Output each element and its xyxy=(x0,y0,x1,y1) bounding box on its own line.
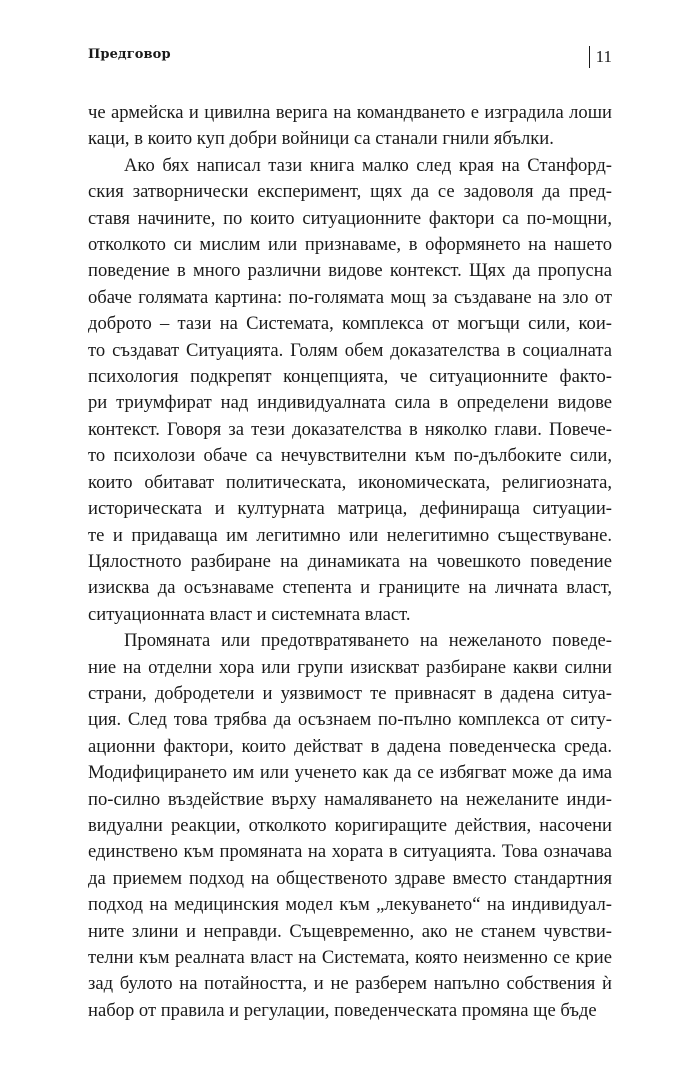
text-line: видуални реакции, отколкото коригиращите действия, насочени xyxy=(88,814,612,836)
page-header xyxy=(88,45,612,69)
text-line: зад булото на потайността, и не разберем напълно собствения ѝ xyxy=(88,973,612,995)
text-line: ние на отделни хора или групи изискват разбиране какви силни xyxy=(88,656,612,678)
text-line: Ако бях написал тази книга малко след края на Станфорд- xyxy=(124,154,612,176)
paragraph xyxy=(88,153,612,628)
page-number-block xyxy=(589,45,612,69)
text-line: то психолози обаче са нечувствителни към по-дълбоките сили, xyxy=(88,445,612,467)
text-line: че армейска и цивилна верига на командването е изградила лоши xyxy=(88,102,612,123)
text-line: отколкото си мислим или признаваме, в оформянето на нашето xyxy=(88,234,612,256)
text-line: набор от правила и регулации, поведенческата промяна ще бъде xyxy=(88,999,597,1021)
text-line: каци, в които куп добри войници са станали гнили ябълки. xyxy=(88,128,554,150)
text-line: които обитават политическата, икономическата, религиозната, xyxy=(88,471,612,493)
text-line: подход на медицинския модел към „лекуването“ на индивидуал- xyxy=(88,894,612,916)
page-number-rule xyxy=(589,46,590,68)
text-line: ския затворнически експеримент, щях да се задоволя да пред- xyxy=(88,181,612,203)
text-line: контекст. Говоря за тези доказателства в няколко глави. Повече- xyxy=(88,418,612,440)
text-line: ситуационната власт и системната власт. xyxy=(88,603,411,625)
text-line: поведение в много различни видове контекст. Щях да пропусна xyxy=(88,260,612,282)
text-line: Модифицирането им или ученето как да се избягват може да има xyxy=(88,762,612,784)
text-line: то създават Ситуацията. Голям обем доказателства в социалната xyxy=(88,339,612,361)
text-line: ри триумфират над индивидуалната сила в определени видове xyxy=(88,392,612,414)
text-line: доброто – тази на Системата, комплекса от могъщи сили, кои- xyxy=(88,313,612,335)
text-line: ставя начините, по които ситуационните фактори са по-мощни, xyxy=(88,207,612,229)
body-text xyxy=(88,100,612,1024)
text-line: по-силно въздействие върху намаляването на нежеланите инди- xyxy=(88,788,612,810)
running-title: Предговор xyxy=(88,47,171,62)
text-line: да приемем подход на общественото здраве вместо стандартния xyxy=(88,867,612,889)
text-line: психология подкрепят концепцията, че ситуационните факто- xyxy=(88,366,612,388)
page-number: 11 xyxy=(595,47,612,66)
text-line: обаче голямата картина: по-голямата мощ за създаване на зло от xyxy=(88,286,612,308)
text-line: Цялостното разбиране на динамиката на човешкото поведение xyxy=(88,550,612,572)
text-line: Промяната или предотвратяването на нежеланото поведе- xyxy=(124,630,612,652)
paragraph xyxy=(88,100,612,153)
text-line: телни към реалната власт на Системата, която неизменно се крие xyxy=(88,947,612,968)
text-line: те и придаваща им легитимно или нелегитимно съществуване. xyxy=(88,524,612,546)
text-line: историческата и културната матрица, дефинираща ситуации- xyxy=(88,498,612,520)
text-line: страни, добродетели и уязвимост те привнасят в дадена ситуа- xyxy=(88,682,612,704)
text-line: ция. След това трябва да осъзнаем по-пълно комплекса от ситу- xyxy=(88,709,612,731)
text-line: изисква да осъзнаваме степента и границите на личната власт, xyxy=(88,577,612,599)
text-line: единствено към промяната на хората в ситуацията. Това означава xyxy=(88,841,612,863)
text-line: ационни фактори, които действат в дадена поведенческа среда. xyxy=(88,735,612,757)
text-line: ните злини и неправди. Същевременно, ако не станем чувстви- xyxy=(88,920,612,942)
paragraph xyxy=(88,628,612,1024)
